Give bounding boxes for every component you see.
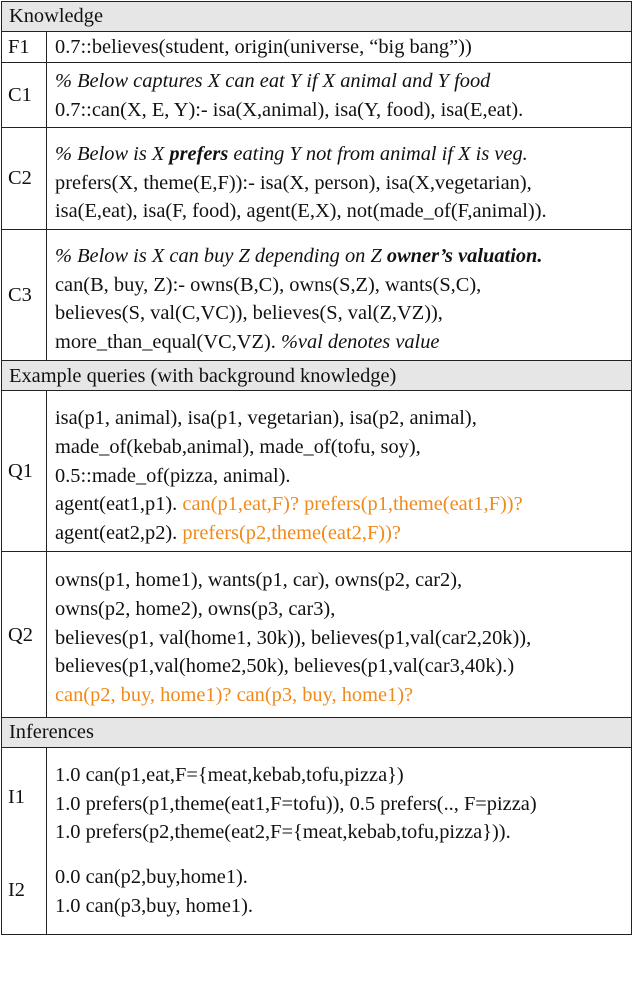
inference-i2-line2: 1.0 can(p3,buy, home1). (55, 894, 254, 917)
clause-c3-rule-line1: can(B, buy, Z):- owns(B,C), owns(S,Z), wants(S,C), (55, 273, 482, 296)
query-q1-line5 (55, 519, 631, 548)
clause-c3-rule-line3 (55, 328, 631, 357)
query-q1-line2: made_of(kebab,animal), made_of(tofu, soy), (55, 435, 421, 458)
row-label-c1: C1 (2, 63, 47, 128)
clause-c3-comment-pre: % Below is X can buy Z depending on Z (55, 244, 387, 267)
query-q2-line3: believes(p1, val(home1, 30k)), believes(p1,val(car2,20k)), (55, 626, 532, 649)
row-label-f1: F1 (2, 32, 47, 63)
row-label-c2: C2 (2, 128, 47, 230)
clause-c3-comment-bold: owner’s valuation. (386, 244, 543, 267)
query-q1-line5-question: prefers(p2,theme(eat2,F))? (182, 521, 401, 544)
fact-f1 (47, 32, 632, 63)
query-q2-line4: believes(p1,val(home2,50k), believes(p1,val(car3,40k).) (55, 655, 515, 678)
clause-c3 (47, 229, 632, 360)
section-header-inferences: Inferences (2, 718, 632, 748)
query-q2-line2: owns(p2, home2), owns(p3, car3), (55, 597, 336, 620)
section-header-queries: Example queries (with background knowledge) (2, 361, 632, 391)
query-q2-line5-question: can(p2, buy, home1)? can(p3, buy, home1)? (55, 683, 414, 706)
inference-i1 (47, 748, 632, 847)
query-row-q2 (2, 552, 632, 718)
clause-c1-rule: 0.7::can(X, E, Y):- isa(X,animal), isa(Y, food), isa(E,eat). (55, 98, 524, 121)
clause-row-c1 (2, 63, 632, 128)
inference-row-i2 (2, 847, 632, 935)
query-q1-line3: 0.5::made_of(pizza, animal). (55, 464, 291, 487)
clause-c2 (47, 128, 632, 230)
query-q2-line1: owns(p1, home1), wants(p1, car), owns(p2, car2), (55, 569, 463, 592)
query-q1-line1: isa(p1, animal), isa(p1, vegetarian), isa(p2, animal), (55, 407, 477, 430)
row-label-i2: I2 (2, 847, 47, 935)
clause-c3-rule-line2: believes(S, val(C,VC)), believes(S, val(Z,VZ)), (55, 302, 443, 325)
query-q1-line4 (55, 490, 631, 519)
clause-c2-comment-pre: % Below is X (55, 143, 170, 166)
clause-c1 (47, 63, 632, 128)
clause-c2-rule-line2: isa(E,eat), isa(F, food), agent(E,X), not(made_of(F,animal)). (55, 200, 547, 223)
clause-c3-rule-line3-code: more_than_equal(VC,VZ). (55, 330, 281, 353)
inference-i1-line1: 1.0 can(p1,eat,F={meat,kebab,tofu,pizza}) (55, 764, 404, 787)
query-q1-line5-plain: agent(eat2,p2). (55, 521, 183, 544)
query-q1-line4-plain: agent(eat1,p1). (55, 493, 183, 516)
inference-i2 (47, 847, 632, 935)
query-row-q1 (2, 391, 632, 552)
query-q1-line4-question: can(p1,eat,F)? prefers(p1,theme(eat1,F))? (182, 493, 523, 516)
row-label-i1: I1 (2, 748, 47, 847)
row-label-q1: Q1 (2, 391, 47, 552)
query-q2 (47, 552, 632, 718)
row-label-c3: C3 (2, 229, 47, 360)
inference-i2-line1: 0.0 can(p2,buy,home1). (55, 866, 248, 889)
clause-row-c2 (2, 128, 632, 230)
clause-row-c3 (2, 229, 632, 360)
inference-row-i1 (2, 748, 632, 847)
query-q1 (47, 391, 632, 552)
clause-c2-comment-bold: prefers (169, 143, 229, 166)
section-header-knowledge: Knowledge (2, 2, 632, 32)
clause-c2-comment-post: eating Y not from animal if X is veg. (228, 143, 528, 166)
clause-c1-comment: % Below captures X can eat Y if X animal and Y food (55, 70, 491, 92)
clause-c3-comment (55, 242, 631, 271)
fact-f1-text: 0.7::believes(student, origin(universe, “big bang”)) (55, 35, 472, 58)
row-label-q2: Q2 (2, 552, 47, 718)
clause-c2-comment (55, 140, 631, 169)
clause-c2-rule-line1: prefers(X, theme(E,F)):- isa(X, person), isa(X,vegetarian), (55, 171, 532, 194)
fact-row-f1 (2, 32, 632, 63)
inference-i1-line2: 1.0 prefers(p1,theme(eat1,F=tofu)), 0.5 prefers(.., F=pizza) (55, 792, 537, 815)
knowledge-table (1, 1, 632, 935)
clause-c3-rule-line3-comment: %val denotes value (280, 330, 440, 353)
inference-i1-line3: 1.0 prefers(p2,theme(eat2,F={meat,kebab,tofu,pizza})). (55, 821, 511, 844)
